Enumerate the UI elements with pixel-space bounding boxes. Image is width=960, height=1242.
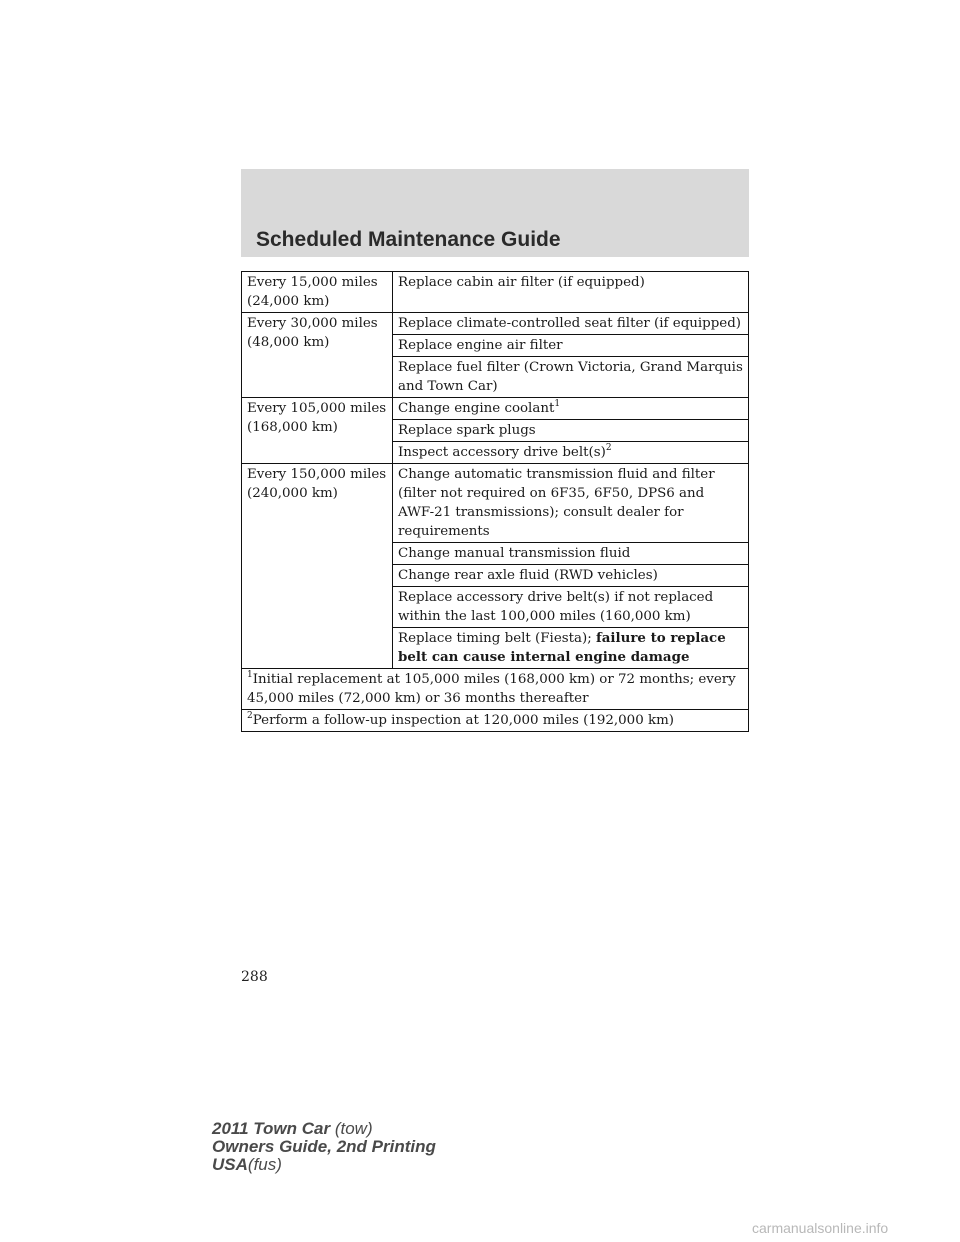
maintenance-table	[241, 271, 749, 732]
footer-line-3	[212, 1156, 436, 1174]
footnote-text: Perform a follow-up inspection at 120,000 miles (192,000 km)	[252, 713, 675, 728]
interval-cell: Every 15,000 miles (24,000 km)	[242, 272, 393, 313]
footnote-row	[242, 669, 749, 710]
footnote-ref: 1	[554, 399, 561, 409]
footer-model: 2011 Town Car	[212, 1119, 331, 1138]
task-cell	[393, 628, 749, 669]
task-cell: Replace accessory drive belt(s) if not replaced within the last 100,000 miles (160,000 km)	[393, 587, 749, 628]
table-row	[242, 272, 749, 313]
table-row	[242, 313, 749, 335]
footnote-cell	[242, 669, 749, 710]
task-cell	[393, 398, 749, 420]
task-cell: Replace climate-controlled seat filter (if equipped)	[393, 313, 749, 335]
warning-text: failure to replace belt can cause internal engine damage	[398, 630, 726, 665]
footer-model-code: (tow)	[334, 1119, 373, 1138]
task-cell: Change rear axle fluid (RWD vehicles)	[393, 565, 749, 587]
task-cell	[393, 442, 749, 464]
footnote-mark: 2	[247, 711, 253, 721]
interval-cell: Every 105,000 miles (168,000 km)	[242, 398, 393, 464]
task-cell: Replace engine air filter	[393, 335, 749, 357]
footer-market: USA	[212, 1155, 248, 1174]
footnote-mark: 1	[247, 670, 253, 680]
task-text: Replace timing belt (Fiesta);	[398, 631, 596, 646]
footnote-row	[242, 710, 749, 732]
footnote-text: Initial replacement at 105,000 miles (168,000 km) or 72 months; every 45,000 miles (72,000 km) or 36 months thereafter	[247, 672, 736, 706]
table-row	[242, 464, 749, 543]
page-number: 288	[241, 969, 268, 985]
footer-line-2: Owners Guide, 2nd Printing	[212, 1137, 436, 1156]
watermark-text: carmanualsonline.info	[752, 1220, 889, 1236]
task-cell: Replace spark plugs	[393, 420, 749, 442]
section-title: Scheduled Maintenance Guide	[256, 228, 561, 251]
footer-line-1	[212, 1120, 436, 1138]
document-footer	[212, 1120, 436, 1174]
interval-cell: Every 30,000 miles (48,000 km)	[242, 313, 393, 398]
task-cell: Change automatic transmission fluid and filter (filter not required on 6F35, 6F50, DPS6 and AWF-21 transmissions); consult dealer for requirements	[393, 464, 749, 543]
footer-market-code: (fus)	[247, 1155, 282, 1174]
footnote-ref: 2	[605, 443, 612, 453]
table-row	[242, 398, 749, 420]
task-cell: Replace cabin air filter (if equipped)	[393, 272, 749, 313]
interval-cell: Every 150,000 miles (240,000 km)	[242, 464, 393, 669]
task-text: Inspect accessory drive belt(s)	[398, 445, 606, 460]
task-cell: Change manual transmission fluid	[393, 543, 749, 565]
task-cell: Replace fuel filter (Crown Victoria, Grand Marquis and Town Car)	[393, 357, 749, 398]
footnote-cell	[242, 710, 749, 732]
task-text: Change engine coolant	[398, 401, 555, 416]
